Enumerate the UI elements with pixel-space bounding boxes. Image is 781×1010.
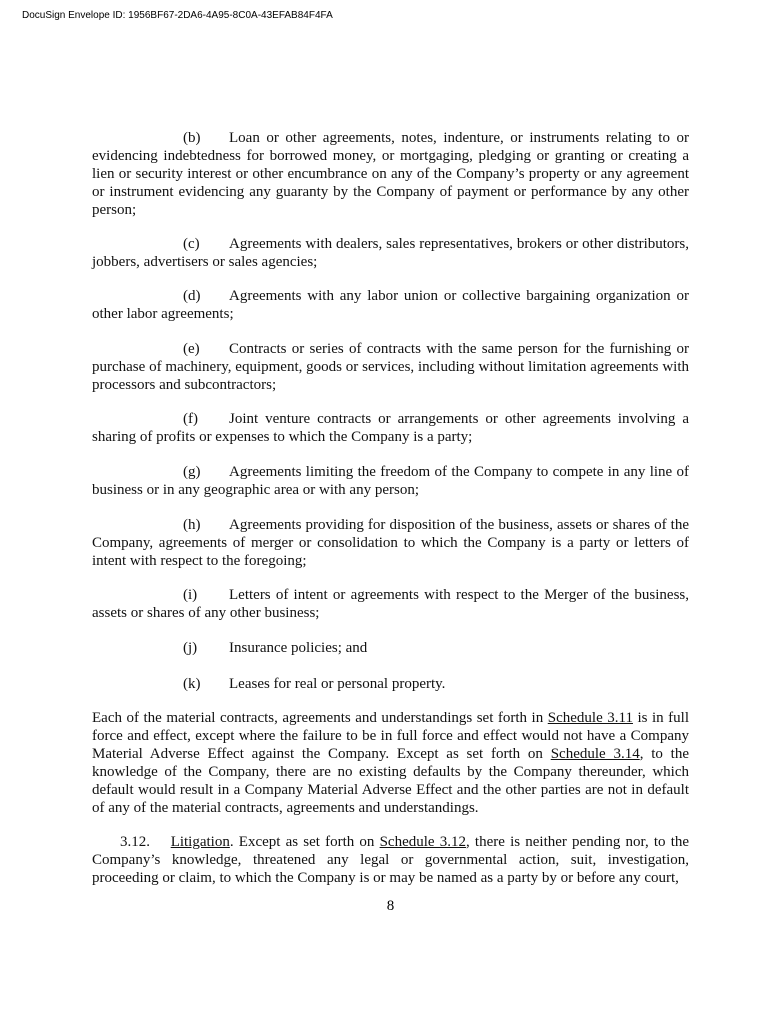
item-label: (c)	[183, 236, 200, 252]
item-text: Leases for real or personal property.	[229, 676, 446, 692]
text: . Except as set forth on	[229, 834, 380, 850]
schedule-3-12-link: Schedule 3.12	[379, 834, 466, 850]
item-label: (k)	[183, 676, 201, 692]
section-heading: Litigation	[170, 834, 230, 850]
item-label: (b)	[183, 130, 201, 146]
item-label: (h)	[183, 517, 201, 533]
text: , to the knowledge of the Company, there are no existing defaults by the Company thereunder, which default would result in a Company Material Adverse Effect and the other parties are not in default of any of the material contracts, agreements and understandings.	[92, 746, 690, 816]
item-label: (f)	[183, 411, 198, 427]
item-text: Agreements limiting the freedom of the Company to compete in any line of business or in any geographic area or with any person;	[92, 464, 689, 498]
item-text: Contracts or series of contracts with the same person for the furnishing or purchase of machinery, equipment, goods or services, including without limitation agreements with processors and subcontractors;	[92, 341, 689, 393]
list-item	[92, 586, 689, 622]
list-item	[92, 410, 689, 446]
section-number: 3.12.	[120, 834, 150, 850]
text: Each of the material contracts, agreements and understandings set forth in	[92, 710, 548, 726]
item-text: Loan or other agreements, notes, indenture, or instruments relating to or evidencing indebtedness for borrowed money, or mortgaging, pledging or granting or creating a lien or security interest or other encumbrance on any of the Company’s property or any agreement or instrument evidencing any guaranty by the Company of payment or performance by any other person;	[92, 130, 689, 218]
item-text: Agreements with dealers, sales representatives, brokers or other distributors, jobbers, advertisers or sales agencies;	[92, 236, 689, 270]
item-text: Agreements with any labor union or collective bargaining organization or other labor agreements;	[92, 288, 689, 322]
item-text: Insurance policies; and	[229, 640, 368, 656]
schedule-3-11-link: Schedule 3.11	[547, 710, 633, 726]
item-text: Joint venture contracts or arrangements or other agreements involving a sharing of profits or expenses to which the Company is a party;	[92, 411, 689, 445]
list-item	[92, 463, 689, 499]
page-number: 8	[386, 898, 395, 914]
item-label: (g)	[183, 464, 201, 480]
item-text: Letters of intent or agreements with respect to the Merger of the business, assets or shares of any other business;	[92, 587, 689, 621]
text: is in full force and effect, except where the failure to be in full force and effect would not have a Company Material Adverse Effect against the Company. Except as set forth on	[92, 710, 689, 762]
list-item	[92, 675, 689, 693]
item-label: (d)	[183, 288, 201, 304]
list-item	[92, 129, 689, 219]
litigation-section	[92, 833, 689, 887]
envelope-id: DocuSign Envelope ID: 1956BF67-2DA6-4A95-8C0A-43EFAB84F4FA	[22, 10, 333, 21]
list-item	[92, 340, 689, 394]
item-text: Agreements providing for disposition of the business, assets or shares of the Company, agreements of merger or consolidation to which the Company is a party or letters of intent with respect to the foregoing;	[92, 517, 689, 569]
list-item	[92, 287, 689, 323]
list-item	[92, 639, 689, 657]
list-item	[92, 235, 689, 271]
item-label: (e)	[183, 341, 200, 357]
contracts-paragraph	[92, 709, 689, 817]
list-item	[92, 516, 689, 570]
item-label: (i)	[183, 587, 198, 603]
schedule-3-14-link: Schedule 3.14	[550, 746, 640, 762]
item-label: (j)	[183, 640, 198, 656]
text: , there is neither pending nor, to the Company’s knowledge, threatened any legal or governmental action, suit, investigation, proceeding or claim, to which the Company is or may be named as a party by or before any court,	[92, 834, 690, 886]
